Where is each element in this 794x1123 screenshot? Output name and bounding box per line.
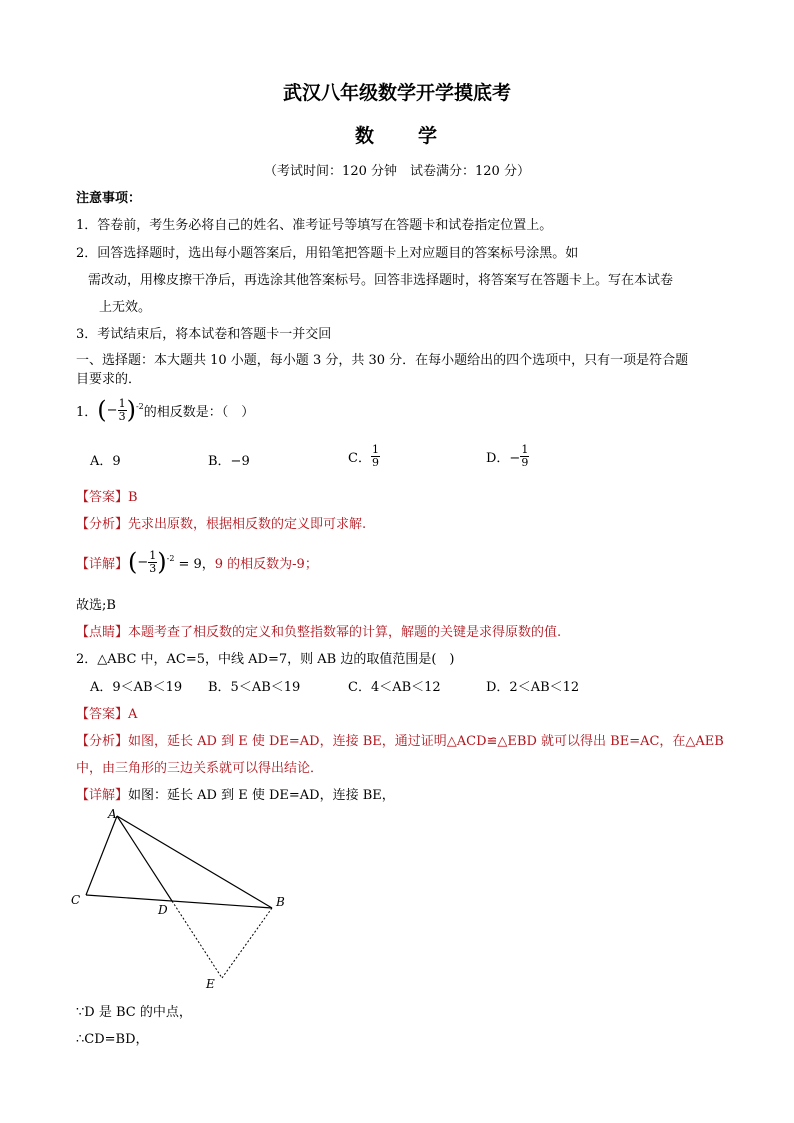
q1-number: 1． (76, 404, 98, 420)
segment-cb (86, 895, 272, 908)
q2-stem: 2．△ABC 中，AC=5，中线 AD=7，则 AB 边的取值范围是( ) (76, 652, 455, 667)
note-1: 1．答卷前，考生务必将自己的姓名、准考证号等填写在答题卡和试卷指定位置上。 (76, 218, 553, 233)
page-title: 武汉八年级数学开学摸底考 (282, 82, 511, 104)
q1-detail-tag: 【详解】 (76, 556, 129, 572)
segment-ab (117, 816, 272, 908)
detail-minus: − (137, 554, 149, 570)
q2-step-2: ∴CD=BD， (76, 1032, 149, 1047)
q2-analysis-line-1 (76, 730, 724, 749)
q1-analysis (76, 513, 366, 532)
q2-answer-value: A (128, 707, 138, 722)
label-d: D (158, 903, 168, 917)
section-intro-line-2: 目要求的． (76, 372, 142, 387)
q1-option-b: B．−9 (208, 454, 250, 469)
segment-be (222, 908, 272, 978)
q1-stem-suffix: 的相反数是：（ ） (143, 404, 255, 420)
q1-option-c-den: 9 (371, 455, 379, 469)
q1-answer (76, 486, 138, 505)
q2-analysis-tag: 【分析】 (76, 734, 129, 749)
label-a: A (108, 807, 117, 821)
q1-frac-num: 1 (118, 396, 126, 410)
detail-frac-den: 3 (149, 561, 157, 575)
q1-minus: − (106, 402, 118, 418)
q1-frac-den: 3 (118, 409, 126, 423)
q1-detail (76, 542, 318, 582)
right-paren: ) (126, 396, 136, 424)
q1-option-a: A．9 (90, 454, 121, 469)
detail-exponent: -2 (166, 553, 175, 563)
segment-de (172, 901, 222, 978)
q1-option-c-label: C． (348, 450, 371, 466)
q2-answer-tag: 【答案】 (76, 707, 129, 722)
notes-heading: 注意事项： (76, 191, 142, 206)
note-2-line-1: 2．回答选择题时，选出每小题答案后，用铅笔把答题卡上对应题目的答案标号涂黑。如 (76, 246, 579, 261)
q2-analysis-text: 如图，延长 AD 到 E 使 DE=AD，连接 BE，通过证明△ACD≌△EBD 就可以得出 BE=AC，在△AEB (128, 734, 724, 749)
q1-comment-text: 本题考查了相反数的定义和负整指数幂的计算，解题的关键是求得原数的值. (128, 625, 562, 640)
q1-comment (76, 621, 561, 640)
subject-char-1: 数 (355, 125, 375, 147)
label-c: C (71, 893, 81, 907)
detail-right-paren: ) (157, 548, 167, 576)
q1-conclusion: 故选;B (76, 598, 116, 613)
q2-option-b: B．5＜AB＜19 (208, 680, 301, 695)
q1-answer-tag: 【答案】 (76, 490, 129, 505)
q1-analysis-text: 先求出原数，根据相反数的定义即可求解. (128, 517, 367, 532)
left-paren: ( (97, 396, 107, 424)
q1-option-d-fraction (520, 444, 529, 469)
q1-answer-value: B (128, 490, 138, 505)
q1-analysis-tag: 【分析】 (76, 517, 129, 532)
q2-option-d: D．2＜AB＜12 (486, 680, 580, 695)
detail-left-paren: ( (128, 548, 138, 576)
q1-exponent: -2 (135, 401, 144, 411)
detail-fraction (148, 550, 157, 575)
q1-option-d-label: D．− (486, 450, 521, 466)
q1-option-c-fraction (371, 444, 380, 469)
note-2-line-2: 需改动，用橡皮擦干净后，再选涂其他答案标号。回答非选择题时，将答案写在答题卡上。写在本试卷 (88, 273, 674, 288)
q2-option-c: C．4＜AB＜12 (348, 680, 441, 695)
q1-option-d-den: 9 (521, 455, 529, 469)
q1-comment-tag: 【点睛】 (76, 625, 129, 640)
q1-option-d (486, 438, 529, 474)
q1-option-d-num: 1 (521, 442, 529, 456)
q1-detail-expr (128, 548, 215, 576)
q2-detail-text: 如图：延长 AD 到 E 使 DE=AD，连接 BE， (128, 788, 395, 803)
note-2-line-3: 上无效。 (99, 300, 152, 315)
segment-ad (117, 816, 172, 901)
triangle-figure (66, 806, 296, 996)
q2-step-1: ∵D 是 BC 的中点， (76, 1005, 192, 1020)
q2-answer (76, 703, 137, 722)
segment-ac (86, 816, 117, 895)
note-3: 3．考试结束后，将本试卷和答题卡一并交回 (76, 327, 332, 342)
q2-analysis-line-2: 中，由三角形的三边关系就可以得出结论． (76, 761, 324, 776)
label-e: E (206, 977, 215, 991)
subject-char-2: 学 (418, 125, 438, 147)
q1-stem (76, 390, 254, 430)
q2-option-a: A．9＜AB＜19 (90, 680, 183, 695)
detail-equals: = 9， (178, 556, 215, 572)
q1-detail-rest: 9 的相反数为-9； (214, 556, 318, 572)
q1-option-c-num: 1 (371, 442, 379, 456)
detail-frac-num: 1 (149, 548, 157, 562)
label-b: B (276, 895, 285, 909)
q1-fraction (118, 398, 127, 423)
section-intro-line-1: 一、选择题：本大题共 10 小题，每小题 3 分，共 30 分．在每小题给出的四个选项中，只有一项是符合题 (76, 353, 689, 368)
q2-detail (76, 784, 395, 803)
q2-detail-tag: 【详解】 (76, 788, 129, 803)
exam-info: （考试时间：120 分钟 试卷满分：120 分） (264, 164, 530, 179)
q1-option-c (348, 438, 380, 474)
